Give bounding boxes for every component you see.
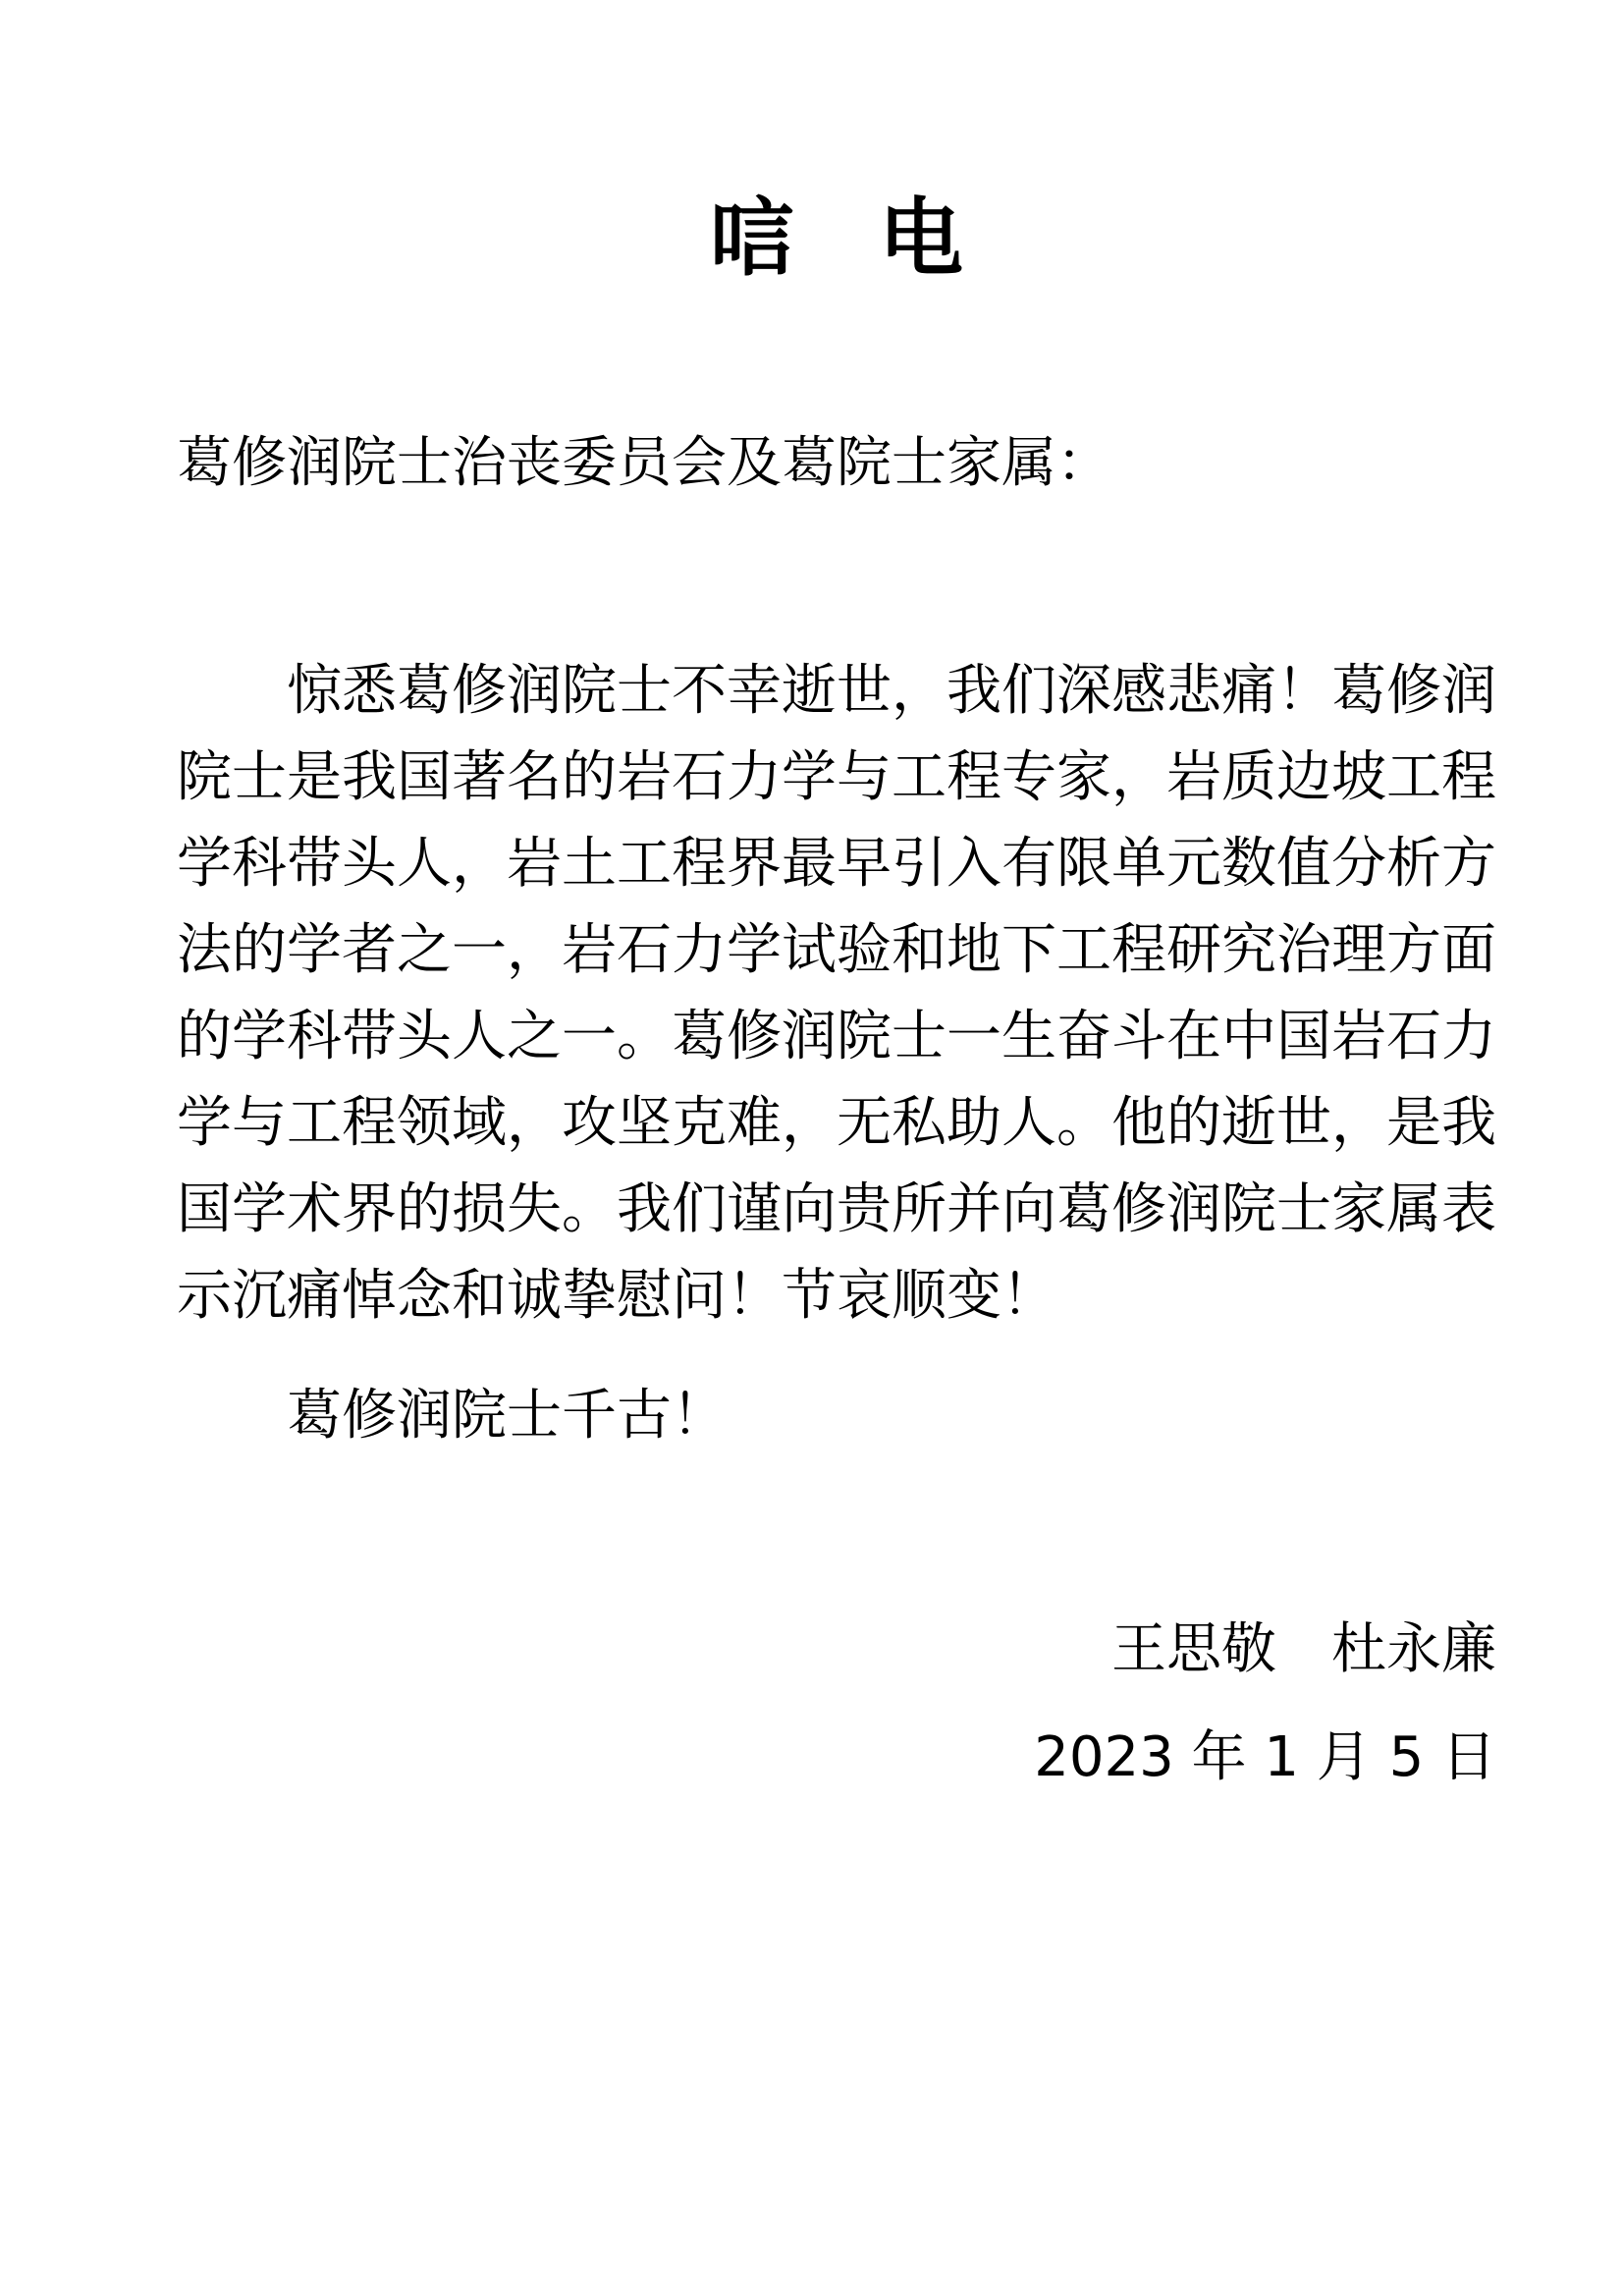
- document-date: 2023 年 1 月 5 日: [1034, 1725, 1496, 1789]
- body-paragraph: 惊悉葛修润院士不幸逝世，我们深感悲痛！葛修润院士是我国著名的岩石力学与工程专家，岩质边坡工程学科带头人，岩土工程界最早引入有限单元数值分析方法的学者之一，岩石力学试验和地下工程研究治理方面的学科带头人之一。葛修润院士一生奋斗在中国岩石力学与工程领域，攻坚克难，无私助人。他的逝世，是我国学术界的损失。我们谨向贵所并向葛修润院士家属表示沉痛悼念和诚挚慰问！节哀顺变！: [177, 659, 1496, 1328]
- signature-names: 王思敬 杜永廉: [1111, 1617, 1496, 1681]
- document-title: 唁 电: [710, 190, 963, 288]
- closing-tribute-line: 葛修润院士千古！: [287, 1384, 727, 1448]
- salutation-line: 葛修润院士治丧委员会及葛院士家属：: [177, 431, 1111, 495]
- text-column: [177, 0, 1496, 2296]
